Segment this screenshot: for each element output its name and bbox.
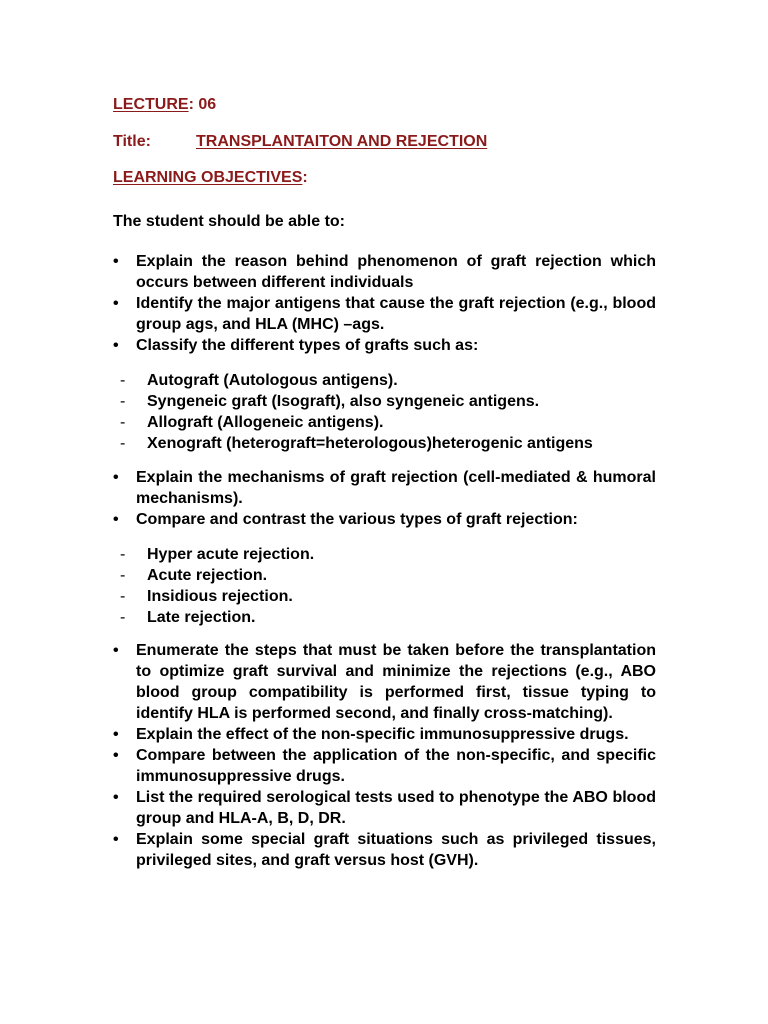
bullet-icon: • (113, 253, 119, 270)
dash-icon: - (120, 588, 126, 605)
bullet-icon: • (113, 831, 119, 848)
title-heading (113, 131, 487, 152)
list-item (113, 391, 656, 412)
objectives-label: LEARNING OBJECTIVES (113, 169, 303, 186)
dash-icon: - (120, 414, 126, 431)
list-item-text: Explain the mechanisms of graft rejection (cell-mediated & humoral mechanisms). (136, 469, 656, 507)
list-item-text: Autograft (Autologous antigens). (147, 372, 398, 389)
list-item-text: Syngeneic graft (Isograft), also syngeneic antigens. (147, 393, 540, 410)
list-item (113, 565, 656, 586)
list-item-text: Explain the reason behind phenomenon of graft rejection which occurs between different individuals (136, 253, 656, 291)
list-item (113, 335, 656, 356)
objectives-heading (113, 167, 308, 188)
list-item-text: Identify the major antigens that cause the graft rejection (e.g., blood group ags, and HLA (MHC) –ags. (136, 295, 656, 333)
list-item-text: Acute rejection. (147, 567, 268, 584)
list-item-text: Xenograft (heterograft=heterologous)heterogenic antigens (147, 435, 593, 452)
bullet-icon: • (113, 747, 119, 764)
list-item (113, 787, 656, 829)
list-item (113, 433, 656, 454)
objectives-list-1 (113, 251, 656, 356)
objectives-colon: : (302, 169, 308, 186)
bullet-icon: • (113, 295, 119, 312)
list-item-text: Allograft (Allogeneic antigens). (147, 414, 384, 431)
bullet-icon: • (113, 642, 119, 659)
list-item (113, 745, 656, 787)
lecture-number: : 06 (188, 96, 217, 113)
lecture-heading (113, 94, 216, 115)
intro-text: The student should be able to: (113, 213, 345, 230)
list-item-text: Enumerate the steps that must be taken before the transplantation to optimize graft survival and minimize the rejections (e.g., ABO blood group compatibility is performed first, tissue typing to identify HLA is performed second, and finally cross-matching). (136, 642, 656, 722)
list-item (113, 829, 656, 871)
list-item (113, 544, 656, 565)
list-item-text: Late rejection. (147, 609, 256, 626)
list-item-text: Explain some special graft situations such as privileged tissues, privileged sites, and graft versus host (GVH). (136, 831, 656, 869)
list-item-text: Insidious rejection. (147, 588, 293, 605)
list-item (113, 724, 656, 745)
objectives-list-2 (113, 467, 656, 530)
dash-icon: - (120, 567, 126, 584)
bullet-icon: • (113, 337, 119, 354)
list-item (113, 607, 656, 628)
dash-icon: - (120, 393, 126, 410)
title-value: TRANSPLANTAITON AND REJECTION (196, 133, 488, 150)
bullet-icon: • (113, 511, 119, 528)
dash-icon: - (120, 546, 126, 563)
list-item-text: List the required serological tests used to phenotype the ABO blood group and HLA-A, B, D, DR. (136, 789, 656, 827)
list-item (113, 586, 656, 607)
dash-icon: - (120, 372, 126, 389)
list-item-text: Compare and contrast the various types of graft rejection: (136, 511, 578, 528)
list-item (113, 251, 656, 293)
list-item-text: Classify the different types of grafts such as: (136, 337, 479, 354)
list-item-text: Compare between the application of the non-specific, and specific immunosuppressive drugs. (136, 747, 656, 785)
list-item (113, 509, 656, 530)
bullet-icon: • (113, 789, 119, 806)
list-item (113, 293, 656, 335)
list-item-text: Hyper acute rejection. (147, 546, 315, 563)
title-label: Title: (113, 133, 151, 150)
list-item (113, 412, 656, 433)
list-item (113, 370, 656, 391)
dash-icon: - (120, 435, 126, 452)
list-item-text: Explain the effect of the non-specific immunosuppressive drugs. (136, 726, 629, 743)
dash-icon: - (120, 609, 126, 626)
rejection-types-list (113, 544, 656, 628)
list-item (113, 467, 656, 509)
objectives-list-3 (113, 640, 656, 871)
list-item (113, 640, 656, 724)
bullet-icon: • (113, 726, 119, 743)
lecture-label: LECTURE (113, 96, 189, 113)
bullet-icon: • (113, 469, 119, 486)
graft-types-list (113, 370, 656, 454)
